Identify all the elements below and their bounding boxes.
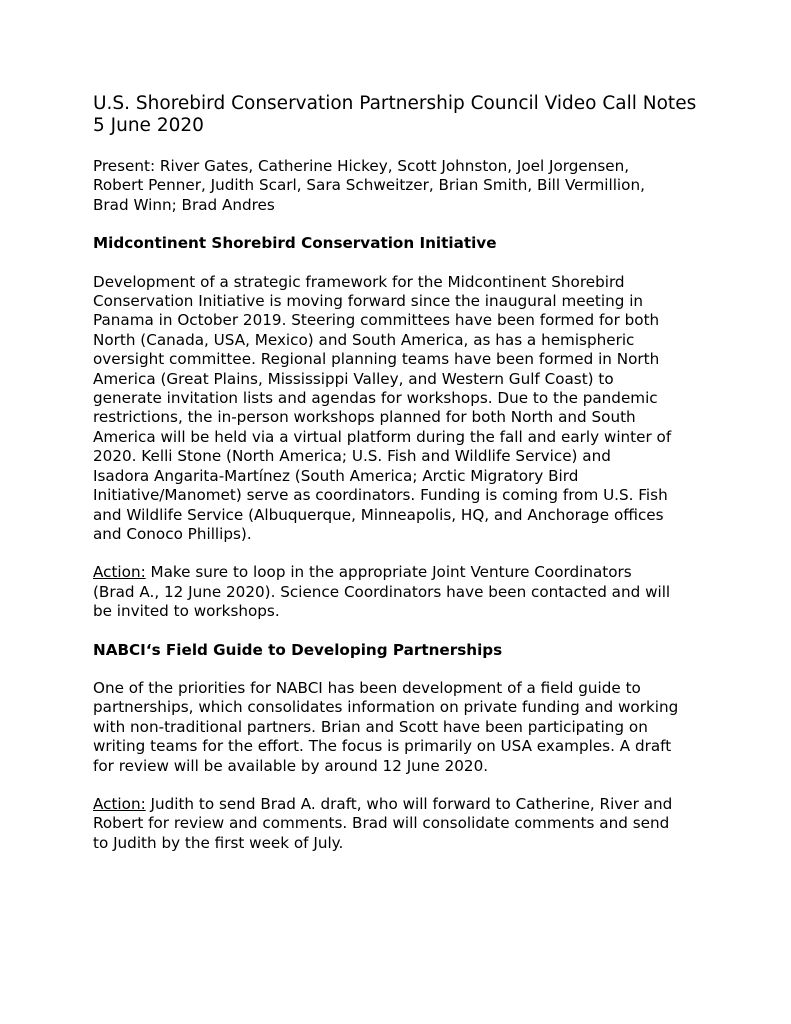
- body-line: and Wildlife Service (Albuquerque, Minneapolis, HQ, and Anchorage offices: [93, 505, 664, 524]
- action-line: [93, 795, 733, 814]
- document-title: [93, 93, 733, 137]
- action-line: Robert for review and comments. Brad will consolidate comments and send: [93, 814, 670, 833]
- section-body-midcontinent: [93, 273, 733, 545]
- section-body-nabci: [93, 679, 733, 776]
- body-line: and Conoco Phillips).: [93, 524, 252, 543]
- body-line: Panama in October 2019. Steering committees have been formed for both: [93, 311, 660, 330]
- body-line: for review will be available by around 12 June 2020.: [93, 756, 489, 775]
- body-line: restrictions, the in-person workshops planned for both North and South: [93, 408, 636, 427]
- attendees-line: Brad Winn; Brad Andres: [93, 195, 275, 214]
- body-line: Development of a strategic framework for the Midcontinent Shorebird: [93, 272, 625, 291]
- body-line: 2020. Kelli Stone (North America; U.S. Fish and Wildlife Service) and: [93, 447, 611, 466]
- action-item-nabci: [93, 795, 733, 853]
- document-content: [93, 93, 733, 853]
- action-item-midcontinent: [93, 563, 733, 621]
- body-line: America (Great Plains, Mississippi Valley, and Western Gulf Coast) to: [93, 369, 614, 388]
- action-label: Action:: [93, 563, 146, 582]
- body-line: America will be held via a virtual platform during the fall and early winter of: [93, 427, 672, 446]
- body-line: One of the priorities for NABCI has been development of a field guide to: [93, 678, 641, 697]
- section-heading-nabci: NABCI‘s Field Guide to Developing Partnerships: [93, 640, 503, 659]
- attendees-line: Robert Penner, Judith Scarl, Sara Schweitzer, Brian Smith, Bill Vermillion,: [93, 176, 645, 195]
- action-line: [93, 563, 733, 582]
- body-line: partnerships, which consolidates information on private funding and working: [93, 698, 679, 717]
- body-line: generate invitation lists and agendas for workshops. Due to the pandemic: [93, 389, 658, 408]
- action-label: Action:: [93, 794, 146, 813]
- action-text: Make sure to loop in the appropriate Joint Venture Coordinators: [145, 563, 632, 582]
- body-line: Initiative/Manomet) serve as coordinators. Funding is coming from U.S. Fish: [93, 486, 668, 505]
- action-text: Judith to send Brad A. draft, who will forward to Catherine, River and: [145, 794, 673, 813]
- title-line: U.S. Shorebird Conservation Partnership Council Video Call Notes: [93, 93, 697, 114]
- action-line: be invited to workshops.: [93, 602, 280, 621]
- body-line: Isadora Angarita-Martínez (South America; Arctic Migratory Bird: [93, 466, 579, 485]
- action-line: to Judith by the first week of July.: [93, 833, 344, 852]
- action-line: (Brad A., 12 June 2020). Science Coordinators have been contacted and will: [93, 582, 671, 601]
- title-date-line: 5 June 2020: [93, 115, 204, 136]
- body-line: writing teams for the effort. The focus is primarily on USA examples. A draft: [93, 737, 672, 756]
- body-line: with non-traditional partners. Brian and Scott have been participating on: [93, 717, 648, 736]
- attendees-line: Present: River Gates, Catherine Hickey, Scott Johnston, Joel Jorgensen,: [93, 157, 630, 175]
- attendees-paragraph: [93, 157, 733, 215]
- body-line: North (Canada, USA, Mexico) and South America, as has a hemispheric: [93, 330, 635, 349]
- body-line: Conservation Initiative is moving forward since the inaugural meeting in: [93, 292, 644, 311]
- body-line: oversight committee. Regional planning teams have been formed in North: [93, 350, 660, 369]
- section-heading-midcontinent: Midcontinent Shorebird Conservation Initiative: [93, 234, 497, 253]
